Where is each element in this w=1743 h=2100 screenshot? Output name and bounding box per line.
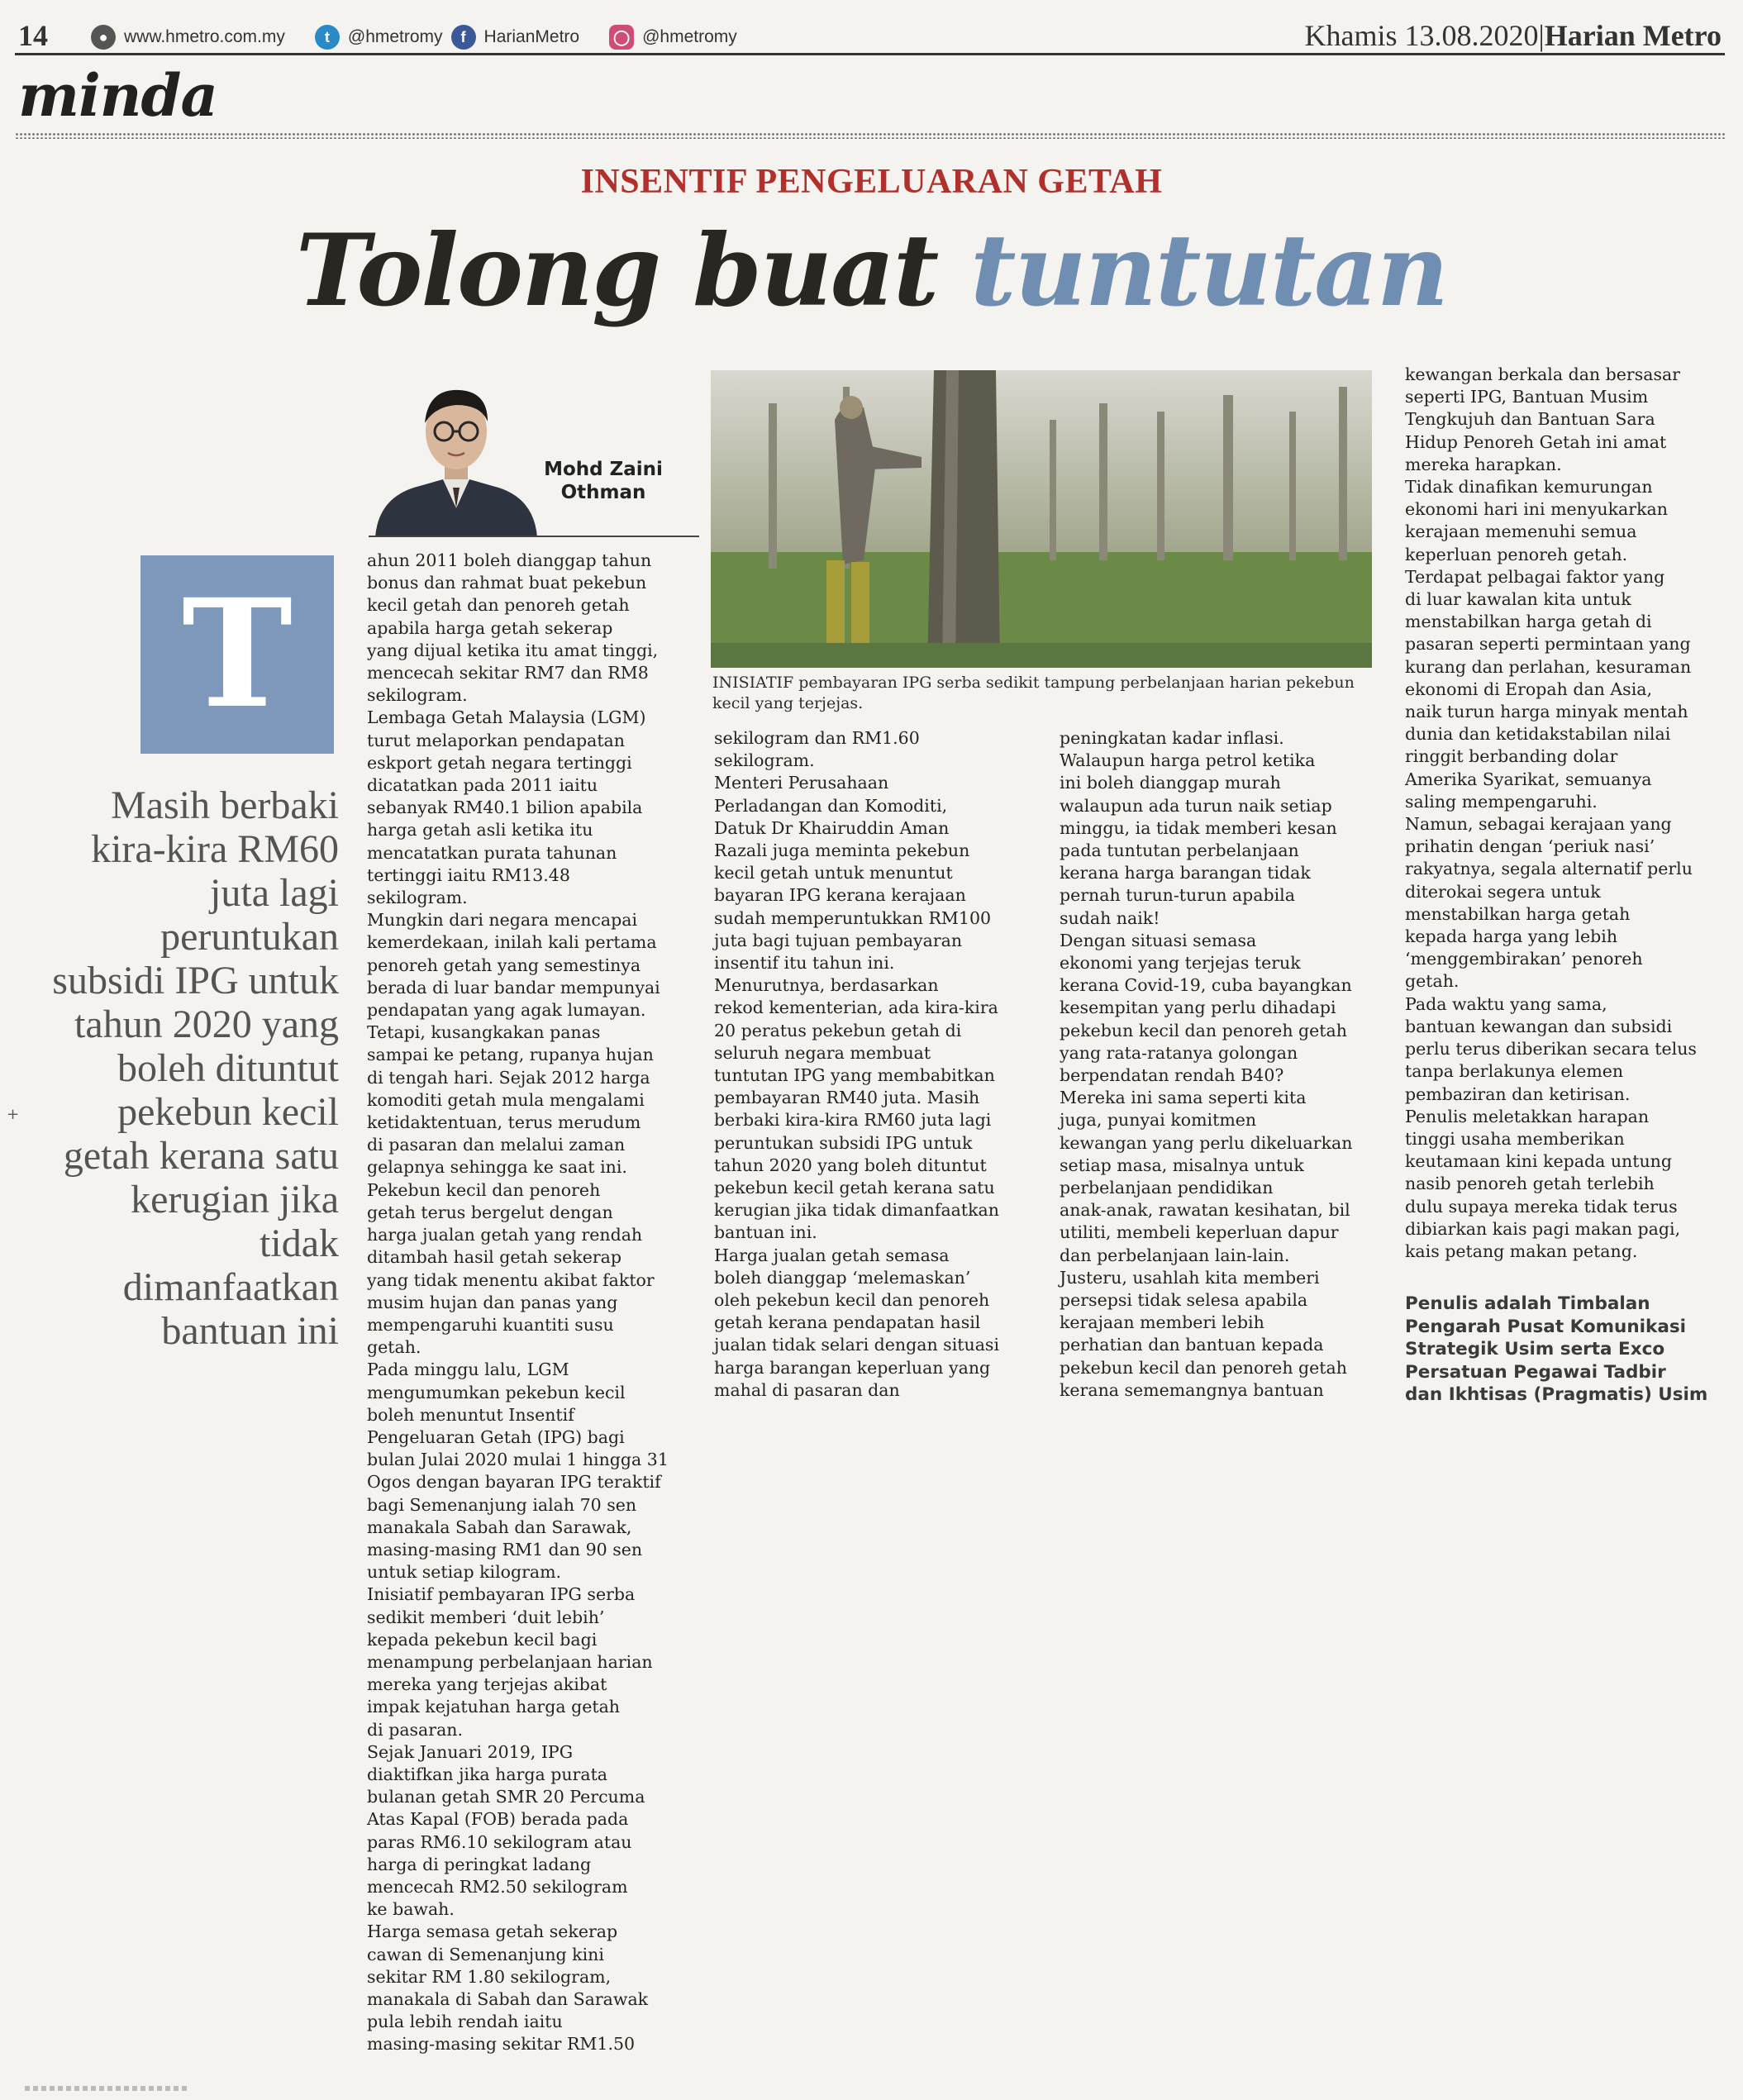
instagram-icon: ◯ — [609, 25, 634, 50]
dotted-rule — [15, 132, 1725, 139]
issue-date: Khamis 13.08.2020 — [1304, 19, 1539, 52]
facebook-label: HarianMetro — [483, 27, 580, 46]
headline-part-1: Tolong buat — [295, 212, 938, 329]
article-photo — [711, 370, 1372, 668]
body-column-2: sekilogram dan RM1.60 sekilogram. Menteri Perusahaan Perladangan dan Komoditi, Datuk Dr Khairuddin Aman Razali juga meminta pekebun kecil getah untuk menuntut bayaran IPG kerana kerajaan sudah memperuntukkan RM100 juta bagi tujuan pembayaran insentif itu tahun ini. Menurutnya, berdasarkan rekod kementerian, ada kira-kira 20 peratus pekebun getah di seluruh negara membuat tuntutan IPG yang membabitkan pembayaran RM40 juta. Masih berbaki kira-kira RM60 juta lagi peruntukan subsidi IPG untuk tahun 2020 yang boleh dituntut pekebun kecil getah kerana satu kerugian jika tidak dimanfaatkan bantuan ini. Harga jualan getah semasa boleh dianggap ‘melemaskan’ oleh pekebun kecil dan penoreh getah kerana pendapatan hasil jualan tidak selari dengan situasi harga barangan keperluan yang mahal di pasaran dan — [714, 728, 999, 1400]
publication-name: Harian Metro — [1544, 19, 1722, 52]
body-column-1: ahun 2011 boleh dianggap tahun bonus dan rahmat buat pekebun kecil getah dan penoreh getah apabila harga getah sekerap yang dijual ketika itu amat tinggi, mencecah sekitar RM7 dan RM8 sekilogram. Lembaga Getah Malaysia (LGM) turut melaporkan pendapatan eskport getah negara tertinggi dicatatkan pada 2011 iaitu sebanyak RM40.1 bilion apabila harga getah asli ketika itu mencatatkan purata tahunan tertinggi iaitu RM13.48 sekilogram. Mungkin dari negara mencapai kemerdekaan, inilah kali pertama penoreh getah yang semestinya berada di luar bandar mempunyai pendapatan yang agak lumayan. Tetapi, kusangkakan panas sampai ke petang, rupanya hujan di tengah hari. Sejak 2012 harga komoditi getah mula mengalami ketidaktentuan, terus merudum di pasaran dan melalui zaman gelapnya sehingga ke saat ini. Pekebun kecil dan penoreh getah terus bergelut dengan harga jualan getah yang rendah ditambah hasil getah sekerap yang tidak menentu akibat faktor musim hujan dan panas yang mempengaruhi kuantiti susu getah. Pada minggu lalu, LGM mengumumkan pekebun kecil boleh menuntut Insentif Pengeluaran Getah (IPG) bagi bulan Julai 2020 mulai 1 hingga 31 Ogos dengan bayaran IPG teraktif bagi Semenanjung ialah 70 sen manakala Sabah dan Sarawak, masing-masing RM1 dan 90 sen untuk setiap kilogram. Inisiatif pembayaran IPG serba sedikit memberi ‘duit lebih’ kepada pekebun kecil bagi menampung perbelanjaan harian mereka yang terjejas akibat impak kejatuhan harga getah di pasaran. Sejak Januari 2019, IPG diaktifkan jika harga purata bulanan getah SMR 20 Percuma Atas Kapal (FOB) berada pada paras RM6.10 sekilogram atau harga di peringkat ladang mencecah RM2.50 sekilogram ke bawah. Harga semasa getah sekerap cawan di Semenanjung kini sekitar RM 1.80 sekilogram, manakala di Sabah dan Sarawak pula lebih rendah iaitu masing-masing sekitar RM1.50 — [367, 550, 669, 2055]
twitter-label: @hmetromy — [347, 27, 443, 46]
author-bio: Penulis adalah Timbalan Pengarah Pusat Komunikasi Strategik Usim serta Exco Persatuan Pegawai Tadbir dan Ikhtisas (Pragmatis) Usim — [1405, 1293, 1708, 1405]
footer-strip — [25, 2086, 190, 2091]
social-links — [91, 25, 737, 50]
kicker: INSENTIF PENGELUARAN GETAH — [580, 163, 1163, 201]
section-title: minda — [18, 61, 217, 130]
header-rule — [15, 53, 1725, 55]
body-column-4: kewangan berkala dan bersasar seperti IPG, Bantuan Musim Tengkujuh dan Bantuan Sara Hidup Penoreh Getah ini amat mereka harapkan. Tidak dinafikan kemurungan ekonomi hari ini menyukarkan kerajaan memenuhi semua keperluan penoreh getah. Terdapat pelbagai faktor yang di luar kawalan kita untuk menstabilkan harga getah di pasaran seperti permintaan yang kurang dan perlahan, kesuraman ekonomi di Eropah dan Asia, naik turun harga minyak mentah dunia dan ketidakstabilan nilai ringgit berbanding dolar Amerika Syarikat, semuanya saling mempengaruhi. Namun, sebagai kerajaan yang prihatin dengan ‘periuk nasi’ rakyatnya, segala alternatif perlu diterokai segera untuk menstabilkan harga getah kepada harga yang lebih ‘menggembirakan’ penoreh getah. Pada waktu yang sama, bantuan kewangan dan subsidi perlu terus diberikan secara telus tanpa berlakunya elemen pembaziran dan ketirisan. Penulis meletakkan harapan tinggi usaha memberikan keutamaan kini kepada untung nasib penoreh getah terlebih dulu supaya mereka tidak terus dibiarkan kais pagi makan pagi, kais petang makan petang. — [1405, 364, 1697, 1261]
pull-quote: Masih berbaki kira-kira RM60 juta lagi peruntukan subsidi IPG untuk tahun 2020 yang boleh dituntut pekebun kecil getah kerana satu kerugian jika tidak dimanfaatkan bantuan ini — [52, 783, 339, 1353]
author-name-line-1: Mohd Zaini — [544, 459, 663, 480]
facebook-icon: f — [451, 25, 476, 50]
photo-caption: INISIATIF pembayaran IPG serba sedikit tampung perbelanjaan harian pekebun kecil yang terjejas. — [712, 674, 1355, 712]
headline-part-2: tuntutan — [970, 212, 1448, 329]
author-name-line-2: Othman — [560, 482, 646, 503]
page-number: 14 — [18, 19, 48, 52]
author-rule — [369, 536, 699, 537]
author-name — [529, 458, 678, 504]
body-column-3: peningkatan kadar inflasi. Walaupun harga petrol ketika ini boleh dianggap murah walaupun ada turun naik setiap minggu, ia tidak memberi kesan pada tuntutan perbelanjaan kerana harga barangan tidak pernah turun-turun apabila sudah naik! Dengan situasi semasa ekonomi yang terjejas teruk kerana Covid-19, cuba bayangkan kesempitan yang perlu dihadapi pekebun kecil dan penoreh getah yang rata-ratanya golongan berpendatan rendah B40? Mereka ini sama seperti kita juga, punyai komitmen kewangan yang perlu dikeluarkan setiap masa, misalnya untuk perbelanjaan pendidikan anak-anak, rawatan kesihatan, bil utiliti, membeli keperluan dapur dan perbelanjaan lain-lain. Justeru, usahlah kita memberi persepsi tidak selesa apabila kerajaan memberi lebih perhatian dan bantuan kepada pekebun kecil dan penoreh getah kerana sememangnya bantuan — [1060, 728, 1353, 1400]
instagram-label: @hmetromy — [642, 27, 737, 46]
dropcap-letter: T — [182, 567, 293, 741]
date-separator: | — [1538, 19, 1545, 52]
margin-mark: + — [7, 1106, 20, 1123]
twitter-icon: t — [315, 25, 340, 50]
web-icon: ● — [91, 25, 116, 50]
author-photo — [370, 372, 542, 537]
website-label: www.hmetro.com.my — [124, 27, 285, 46]
date-line — [1305, 18, 1722, 53]
headline — [0, 213, 1743, 329]
